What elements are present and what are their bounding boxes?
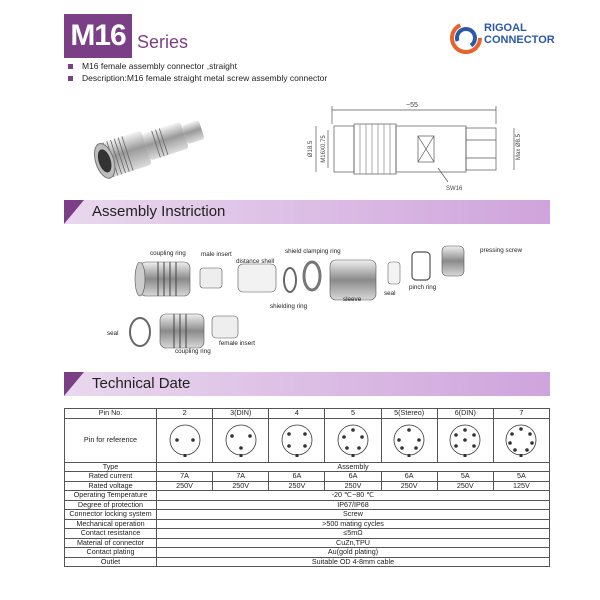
table-cell: -20 ℃~80 ℃	[157, 491, 550, 501]
label-shield-clamping-ring: shield clamping ring	[285, 248, 341, 255]
table-row	[65, 491, 550, 501]
spec-table	[64, 408, 550, 567]
table-row	[65, 538, 550, 548]
assembly-exploded-view	[100, 240, 560, 370]
table-cell: 5A	[493, 472, 549, 482]
banner-arrow-icon	[64, 372, 84, 396]
label-coupling-ring-bottom: coupling ring	[175, 348, 211, 355]
pin-diagram-4-icon	[269, 418, 325, 462]
table-row	[65, 548, 550, 558]
table-cell: Rated voltage	[65, 481, 157, 491]
bullet-text: Description:M16 female straight metal screw assembly connector	[82, 73, 328, 83]
description-list	[68, 60, 327, 84]
table-row	[65, 529, 550, 539]
table-cell: 4	[269, 409, 325, 419]
table-cell: >500 mating cycles	[157, 519, 550, 529]
label-coupling-ring-top: coupling ring	[150, 250, 186, 257]
length-dim: ~55	[406, 102, 418, 109]
label-shielding-ring: shielding ring	[270, 303, 308, 310]
bullet-square-icon	[68, 64, 73, 69]
table-row-pin-no	[65, 409, 550, 419]
table-cell: CuZn,TPU	[157, 538, 550, 548]
table-cell: 5(Stereo)	[381, 409, 437, 419]
assembly-title: Assembly Instriction	[92, 203, 226, 220]
bullet-item	[68, 60, 327, 72]
table-cell: 6A	[325, 472, 381, 482]
table-cell: 2	[157, 409, 213, 419]
table-cell: 6A	[381, 472, 437, 482]
dimension-drawing	[288, 98, 526, 196]
table-cell: Au(gold plating)	[157, 548, 550, 558]
label-pressing-screw: pressing screw	[480, 247, 522, 254]
table-cell: 3(DIN)	[213, 409, 269, 419]
table-cell: Type	[65, 462, 157, 472]
table-cell: 6A	[269, 472, 325, 482]
thread-dim: M16X0.75	[321, 135, 327, 163]
table-row-pin-reference	[65, 418, 550, 462]
table-cell: Degree of protection	[65, 500, 157, 510]
table-cell: Operating Temperature	[65, 491, 157, 501]
pin-diagram-2-icon	[157, 418, 213, 462]
table-cell: Assembly	[157, 462, 550, 472]
table-cell: Connector locking system	[65, 510, 157, 520]
label-pinch-ring: pinch ring	[409, 284, 437, 291]
table-cell: ≤5mΩ	[157, 529, 550, 539]
table-cell: 250V	[213, 481, 269, 491]
table-cell: 7A	[157, 472, 213, 482]
pin-diagram-5-icon	[325, 418, 381, 462]
bullet-text: M16 female assembly connector ,straight	[82, 61, 237, 71]
pin-diagram-7-icon	[493, 418, 549, 462]
label-seal-right: seal	[384, 290, 396, 297]
bullet-square-icon	[68, 76, 73, 81]
table-cell: 125V	[493, 481, 549, 491]
pin-diagram-5-stereo-icon	[381, 418, 437, 462]
table-row	[65, 510, 550, 520]
brand-line-1: RIGOAL	[484, 22, 527, 34]
bullet-item	[68, 72, 327, 84]
connector-photo	[64, 102, 224, 190]
table-cell: Screw	[157, 510, 550, 520]
pin-diagram-6din-icon	[437, 418, 493, 462]
table-cell: Rated current	[65, 472, 157, 482]
sw-dim: SW16	[446, 186, 463, 192]
model-badge: M16	[64, 14, 132, 58]
label-female-insert: female insert	[219, 340, 256, 347]
table-cell: Suitable OD 4-8mm cable	[157, 557, 550, 567]
series-title: Series	[137, 32, 189, 52]
table-cell: 250V	[157, 481, 213, 491]
table-cell: Outlet	[65, 557, 157, 567]
label-sleeve: sleeve	[343, 296, 362, 303]
table-cell: 250V	[437, 481, 493, 491]
table-cell: 250V	[325, 481, 381, 491]
table-cell: Contact plating	[65, 548, 157, 558]
brand-line-2: CONNECTOR	[484, 34, 555, 46]
max-dim: Max Ø8.5	[516, 134, 522, 161]
table-row	[65, 557, 550, 567]
table-cell: Pin No.	[65, 409, 157, 419]
brand-name	[484, 22, 555, 46]
table-row-rated-current	[65, 472, 550, 482]
table-cell: 5A	[437, 472, 493, 482]
table-cell: Pin for reference	[65, 418, 157, 462]
diameter-dim: Ø18.5	[308, 140, 314, 158]
table-cell: 250V	[381, 481, 437, 491]
table-cell: 6(DIN)	[437, 409, 493, 419]
table-cell: 7A	[213, 472, 269, 482]
table-cell: IP67/IP68	[157, 500, 550, 510]
technical-title: Technical Date	[92, 375, 191, 392]
label-seal-left: seal	[107, 330, 119, 337]
banner-arrow-icon	[64, 200, 84, 224]
label-male-insert: male insert	[201, 251, 232, 258]
pin-diagram-3din-icon	[213, 418, 269, 462]
table-cell: Material of connector	[65, 538, 157, 548]
table-cell: 250V	[269, 481, 325, 491]
table-cell: 5	[325, 409, 381, 419]
table-cell: Mechanical operation	[65, 519, 157, 529]
table-row-type	[65, 462, 550, 472]
table-cell: 7	[493, 409, 549, 419]
table-cell: Contact resistance	[65, 529, 157, 539]
label-distance-shell: distance shell	[236, 258, 275, 265]
